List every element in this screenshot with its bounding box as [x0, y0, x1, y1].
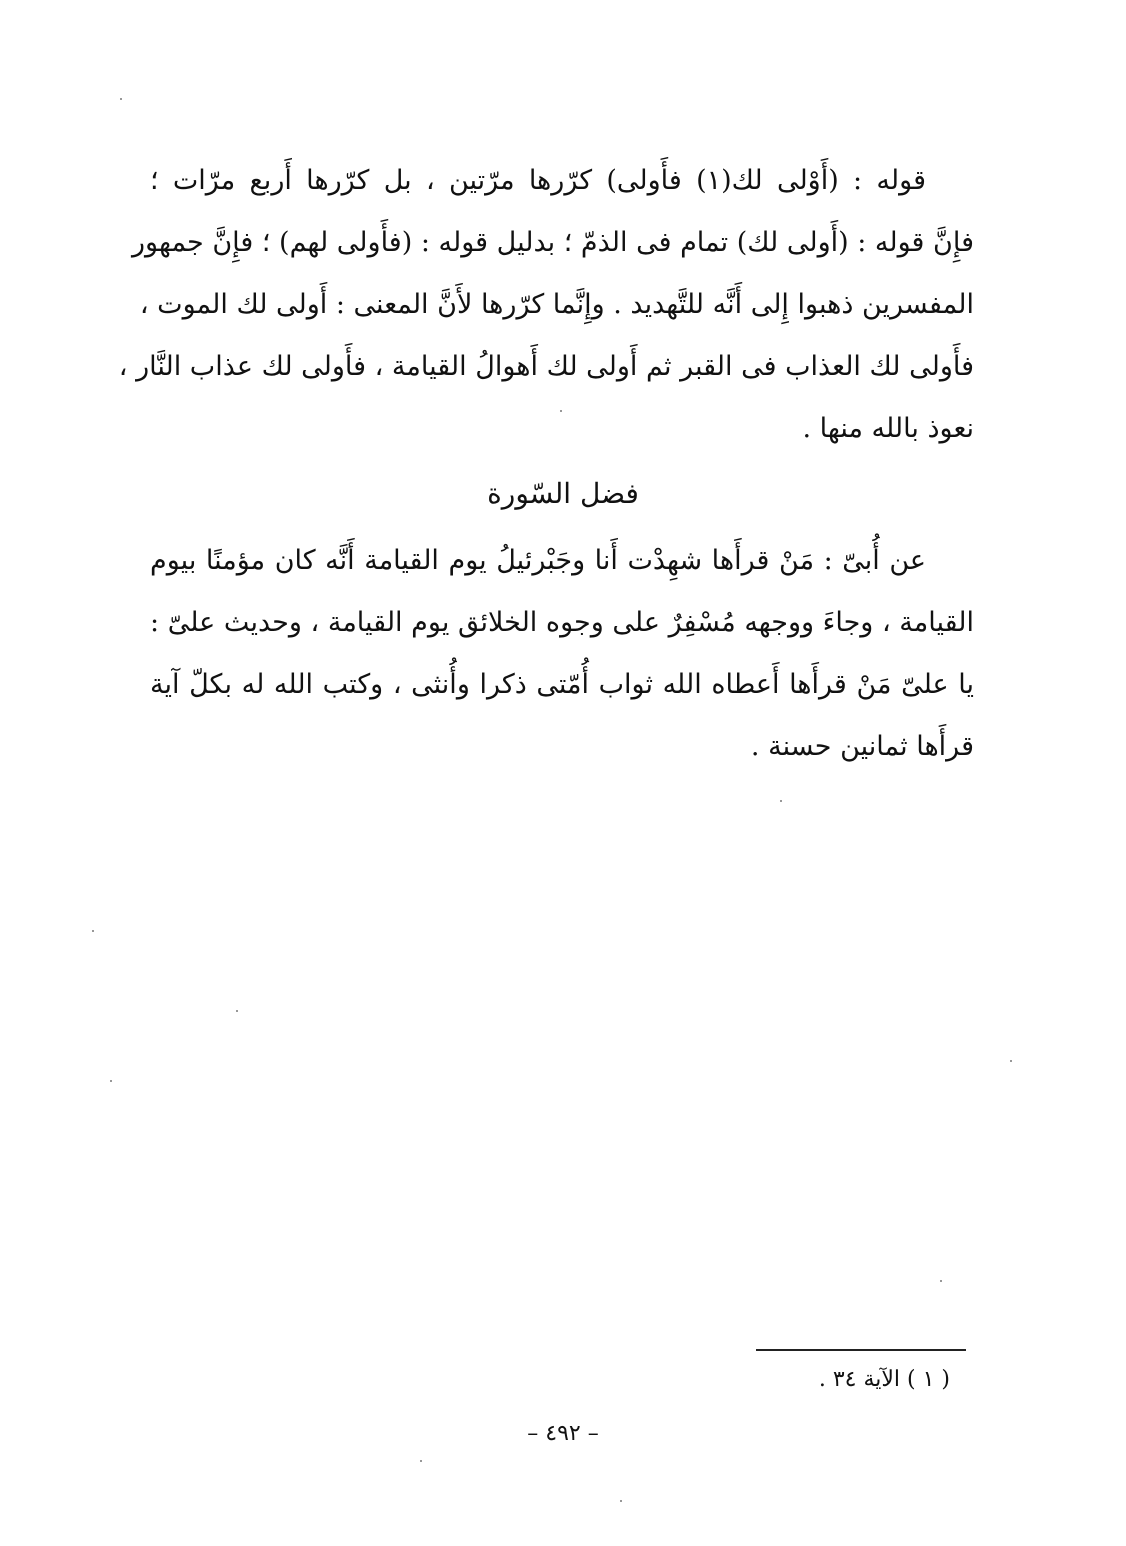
text-line: عن أُبىّ : مَنْ قرأَها شهِدْت أَنا وجَبْرئيلُ يوم القيامة أَنَّه كان مؤمنًا بيوم — [150, 545, 926, 576]
text-line: نعوذ بالله منها . — [802, 413, 974, 444]
footnote-divider — [756, 1349, 966, 1351]
scan-speck — [780, 800, 782, 802]
section-title: فضل السّورة — [487, 477, 639, 510]
page-number: – ٤٩٢ – — [527, 1421, 599, 1446]
paragraph-1 — [118, 150, 974, 460]
scan-speck — [940, 1280, 942, 1282]
text-line: فأَولى لك العذاب فى القبر ثم أَولى لك أَهوالُ القيامة ، فأَولى لك عذاب النَّار ، — [118, 351, 974, 382]
scan-speck — [1010, 1060, 1012, 1062]
text-line: فإِنَّ قوله : (أَولى لك) تمام فى الذمّ ؛ بدليل قوله : (فأَولى لهم) ؛ فإِنَّ جمهور — [132, 227, 974, 258]
scan-speck — [420, 1460, 422, 1462]
text-line: المفسرين ذهبوا إِلى أَنَّه للتَّهديد . وإِنَّما كرّرها لأَنَّ المعنى : أَولى لك الموت ، — [139, 289, 974, 320]
scan-speck — [620, 1500, 622, 1502]
scan-speck — [92, 930, 94, 932]
footnote: ( ١ ) الآية ٣٤ . — [818, 1367, 950, 1392]
paragraph-2 — [150, 530, 974, 778]
scan-speck — [560, 410, 562, 412]
scan-speck — [236, 1010, 238, 1012]
text-line: قرأَها ثمانين حسنة . — [750, 731, 974, 762]
text-line: يا علىّ مَنْ قرأَها أَعطاه الله ثواب أُمّتى ذكرا وأُنثى ، وكتب الله له بكلّ آية — [150, 669, 974, 700]
scan-speck — [120, 98, 122, 100]
text-line: قوله : (أَوْلى لك(١) فأَولى) كرّرها مرّتين ، بل كرّرها أَربع مرّات ؛ — [150, 165, 926, 196]
scan-speck — [110, 1080, 112, 1082]
text-line: القيامة ، وجاءَ ووجهه مُسْفِرٌ على وجوه الخلائق يوم القيامة ، وحديث علىّ : — [150, 607, 974, 638]
